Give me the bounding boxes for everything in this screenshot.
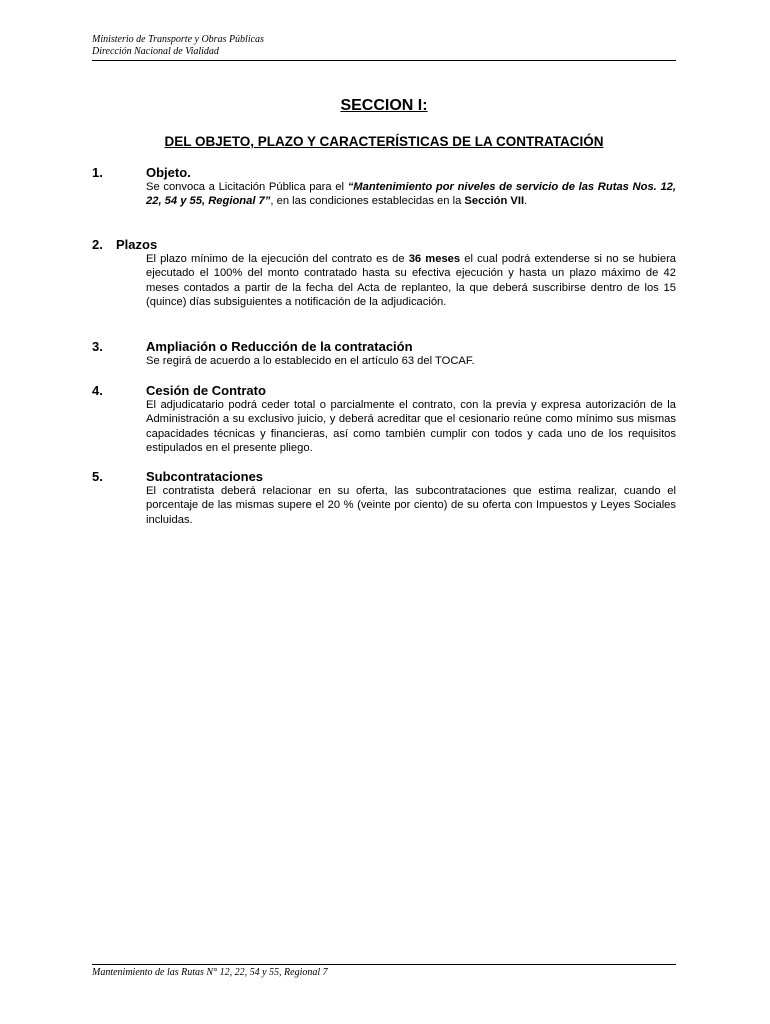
clause-plazos xyxy=(92,237,676,327)
clause-body: Se regirá de acuerdo a lo establecido en el artículo 63 del TOCAF. xyxy=(146,355,475,367)
clause-number: 1. xyxy=(92,165,103,180)
clause-title: Ampliación o Reducción de la contratación xyxy=(146,339,413,354)
minimum-term: 36 meses xyxy=(408,253,461,265)
page-header xyxy=(92,34,676,61)
section-title: SECCION I: xyxy=(340,97,428,114)
clause-number: 2. xyxy=(92,237,103,252)
clause-text: . xyxy=(524,195,528,208)
clause-title: Subcontrataciones xyxy=(146,469,264,484)
clause-title: Objeto. xyxy=(146,165,191,180)
clause-body: El adjudicatario podrá ceder total o parcialmente el contrato, con la previa y expresa autorización de la Administración a su exclusivo juicio, y deberá acreditar que el cesionario reúne como mínimo sus mismas capacidades técnicas y financieras, así como también cumplir con todos y cada uno de los requisitos estipulados en el presente pliego. xyxy=(146,399,676,454)
clause-body: El contratista deberá relacionar en su oferta, las subcontrataciones que estima realizar, cuando el porcentaje de las mismas supere el 20 % (veinte por ciento) de su oferta con Impuestos y Leyes Sociales incluidas. xyxy=(146,485,676,526)
clause-text: Se convoca a Licitación Pública para el xyxy=(146,181,348,193)
clause-number: 4. xyxy=(92,383,103,398)
clause-objeto xyxy=(92,165,676,225)
clause-text: El plazo mínimo de la ejecución del contrato es de xyxy=(146,253,409,265)
clause-body xyxy=(146,252,676,309)
clause-title: Cesión de Contrato xyxy=(146,383,266,398)
clause-body xyxy=(146,180,676,209)
clause-text: el cual podrá extenderse si no se hubiera ejecutado el 100% del monto contratado hasta su efectiva ejecución y hasta un plazo máximo de 42 meses contados a partir de la fecha del Acta de replanteo, la que deberá suscribirse dentro de los 15 (quince) días subsiguientes a notificación de la adjudicación. xyxy=(146,253,677,308)
clause-text: , en las condiciones establecidas en la xyxy=(270,195,465,208)
clause-number: 3. xyxy=(92,339,103,354)
clause-subcontrataciones xyxy=(92,469,676,531)
clause-title: Plazos xyxy=(116,237,158,252)
clause-cesion xyxy=(92,383,676,459)
section-reference: Sección VII xyxy=(464,195,525,208)
page-footer xyxy=(92,964,676,979)
header-ministry: Ministerio de Transporte y Obras Públicas xyxy=(92,34,264,45)
footer-text: Mantenimiento de las Rutas N° 12, 22, 54 y 55, Regional 7 xyxy=(92,967,328,978)
header-direction: Dirección Nacional de Vialidad xyxy=(92,46,219,57)
clause-ampliacion xyxy=(92,339,676,373)
contract-name: “Mantenimiento por niveles de servicio de las Rutas Nos. 12, 22, 54 y 55, Regional 7” xyxy=(146,181,677,208)
section-subtitle: DEL OBJETO, PLAZO Y CARACTERÍSTICAS DE LA CONTRATACIÓN xyxy=(164,134,604,149)
clause-number: 5. xyxy=(92,469,103,484)
